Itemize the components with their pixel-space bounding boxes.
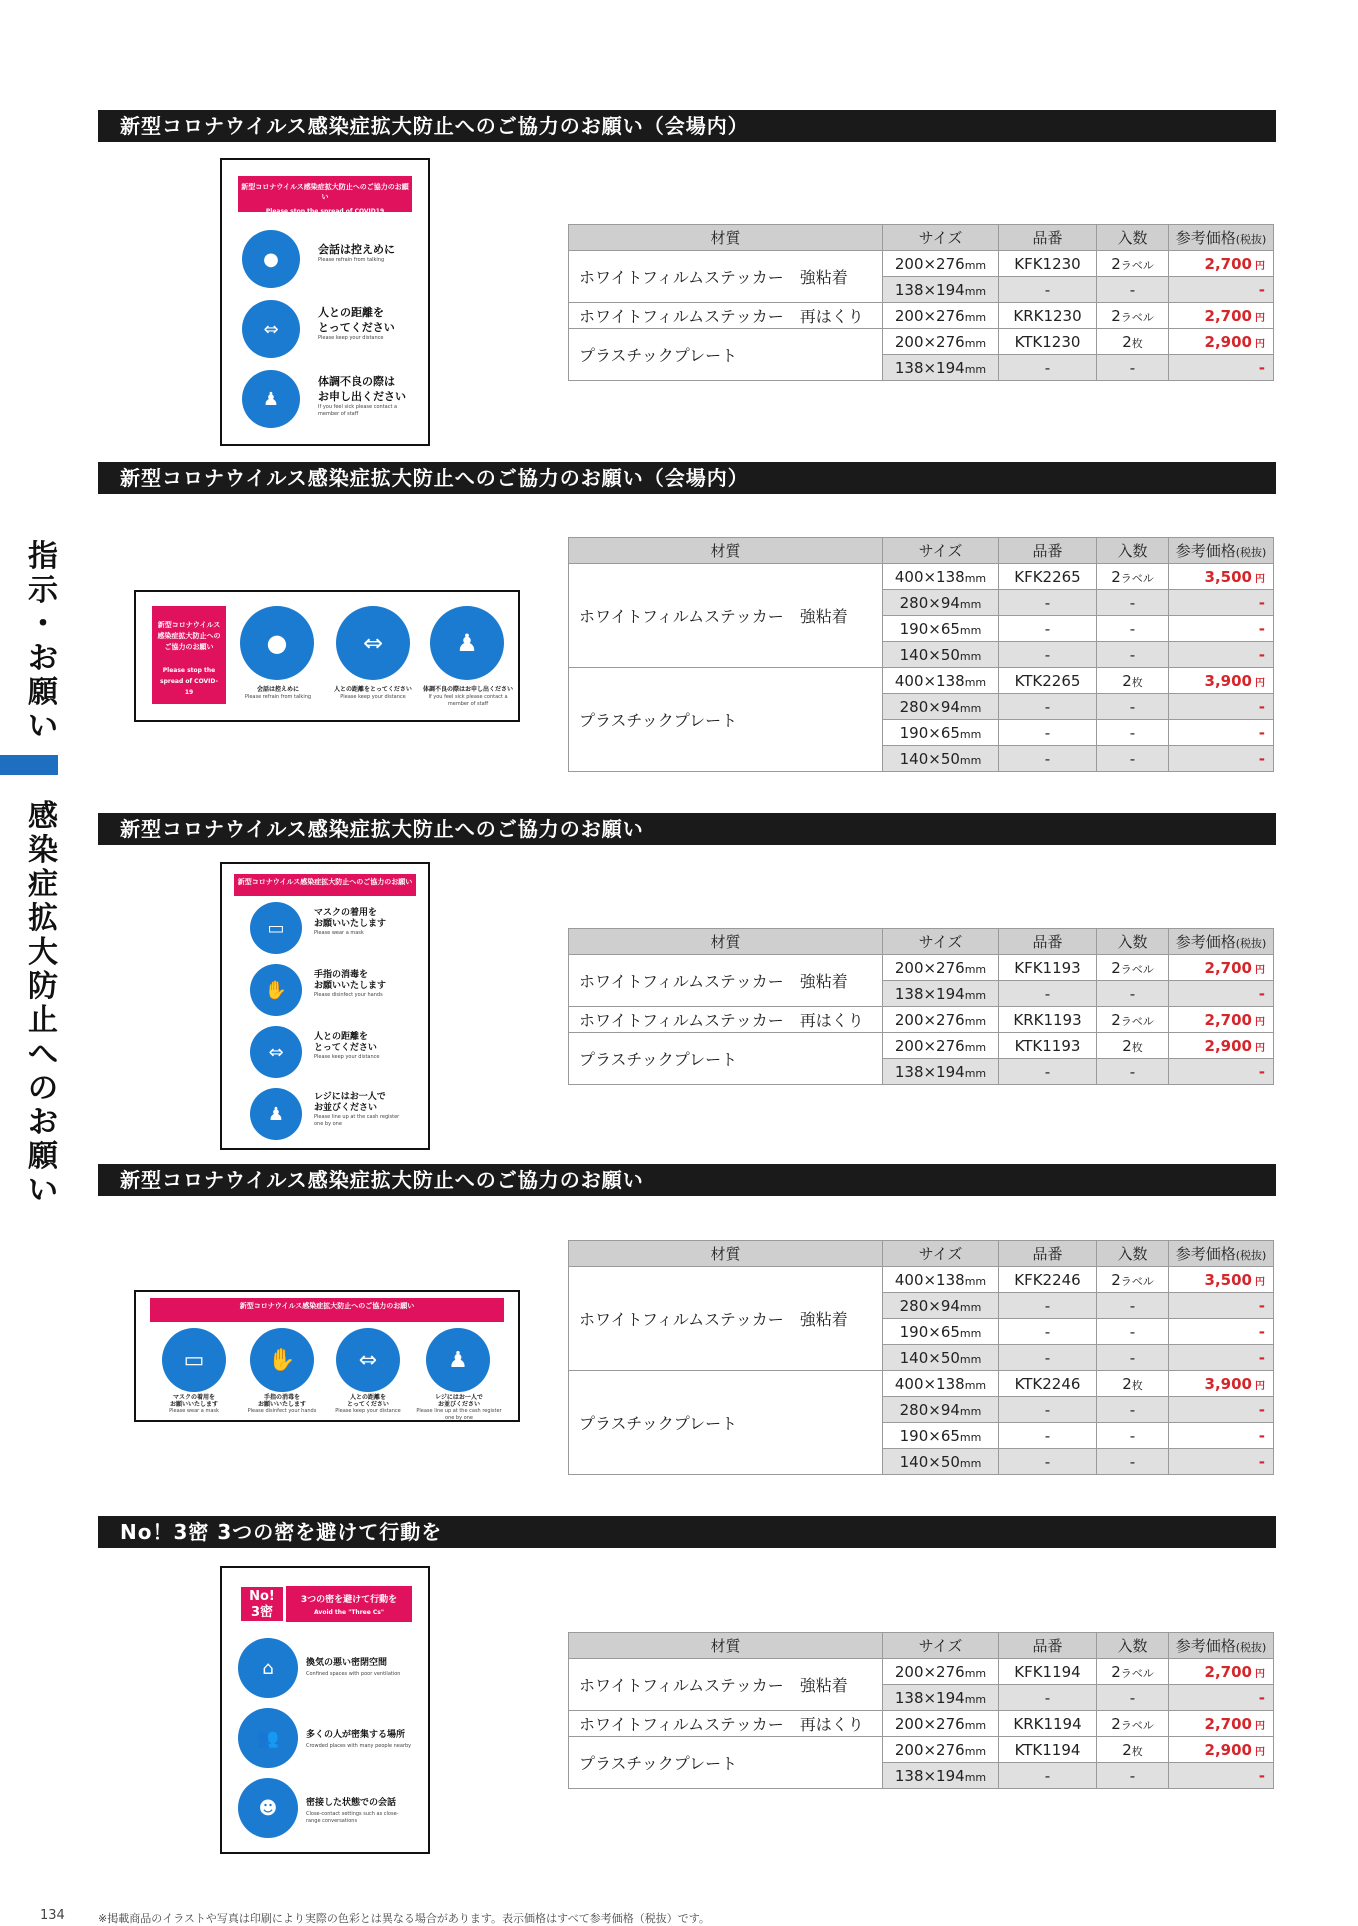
- sign-title-ja: 新型コロナウイルス感染症拡大防止へのご協力のお願い: [239, 1302, 415, 1310]
- cell-qty: -: [1097, 616, 1169, 642]
- cell-price: 2,700 円: [1169, 955, 1274, 981]
- sign-item-1: 会話は控えめに Please refrain from talking: [244, 686, 312, 700]
- cell-size: 140×50mm: [883, 642, 999, 668]
- distance-icon: ⇔: [336, 606, 410, 680]
- close-contact-icon: ☻: [238, 1778, 298, 1838]
- cell-qty: 2ラベル: [1097, 1267, 1169, 1293]
- cell-qty: -: [1097, 642, 1169, 668]
- distance-icon: ⇔: [242, 300, 300, 358]
- cell-price: 2,900 円: [1169, 329, 1274, 355]
- cell-material: ホワイトフィルムステッカー 再はくり: [569, 303, 883, 329]
- cell-code: -: [999, 1345, 1097, 1371]
- sign-title-band: [238, 176, 412, 215]
- sign-title-ja: 新型コロナウイルス感染症拡大防止へのご協力のお願い: [237, 878, 413, 886]
- cell-code: -: [999, 1397, 1097, 1423]
- cell-code: KRK1230: [999, 303, 1097, 329]
- sign-item-1: マスクの着用を お願いいたします Please wear a mask: [314, 908, 387, 936]
- table-row: [569, 668, 1274, 694]
- table-header-row: [569, 225, 1274, 251]
- sign-item-4: レジにはお一人で お並びください Please line up at the cash register one by one: [416, 1394, 502, 1421]
- cell-material: プラスチックプレート: [569, 329, 883, 381]
- col-price: 参考価格(税抜): [1169, 929, 1274, 955]
- sign-pink-panel: [152, 606, 226, 704]
- col-qty: 入数: [1097, 1633, 1169, 1659]
- cell-price: 3,500 円: [1169, 564, 1274, 590]
- cell-size: 190×65mm: [883, 720, 999, 746]
- cell-qty: -: [1097, 590, 1169, 616]
- cell-price: -: [1169, 1293, 1274, 1319]
- col-material: 材質: [569, 538, 883, 564]
- sign-item-2: 手指の消毒を お願いいたします Please disinfect your hands: [247, 1394, 317, 1414]
- cell-material: プラスチックプレート: [569, 668, 883, 772]
- cell-code: -: [999, 720, 1097, 746]
- cell-price: 2,900 円: [1169, 1033, 1274, 1059]
- cell-size: 400×138mm: [883, 1371, 999, 1397]
- col-price: 参考価格(税抜): [1169, 1241, 1274, 1267]
- side-char: 止: [28, 1003, 58, 1038]
- cell-code: -: [999, 1763, 1097, 1789]
- cell-size: 200×276mm: [883, 303, 999, 329]
- cell-size: 200×276mm: [883, 1659, 999, 1685]
- cell-qty: 2枚: [1097, 1371, 1169, 1397]
- cell-price: -: [1169, 981, 1274, 1007]
- side-char: 感: [28, 799, 58, 834]
- cell-size: 400×138mm: [883, 1267, 999, 1293]
- cell-price: -: [1169, 590, 1274, 616]
- col-qty: 入数: [1097, 1241, 1169, 1267]
- col-material: 材質: [569, 225, 883, 251]
- side-char: い: [28, 709, 58, 744]
- crowd-icon: 👥: [238, 1708, 298, 1768]
- cell-code: -: [999, 1319, 1097, 1345]
- side-char: 症: [28, 867, 58, 902]
- page-number: 134: [40, 1908, 65, 1923]
- cell-material: ホワイトフィルムステッカー 強粘着: [569, 564, 883, 668]
- cell-price: -: [1169, 1397, 1274, 1423]
- col-qty: 入数: [1097, 538, 1169, 564]
- cell-qty: 2ラベル: [1097, 955, 1169, 981]
- cell-qty: 2枚: [1097, 329, 1169, 355]
- cell-qty: -: [1097, 1319, 1169, 1345]
- mask-icon: ▭: [250, 902, 302, 954]
- closed-space-icon: ⌂: [238, 1638, 298, 1698]
- sign-item-2: 手指の消毒を お願いいたします Please disinfect your hands: [314, 970, 387, 998]
- side-accent-bar: [0, 755, 58, 775]
- side-char: 防: [28, 969, 58, 1004]
- table-header-row: [569, 1241, 1274, 1267]
- table-row: [569, 1033, 1274, 1059]
- side-label-bottom: [24, 800, 62, 1208]
- table-row: [569, 1737, 1274, 1763]
- sign-title-en: Avoid the "Three Cs": [314, 1609, 384, 1616]
- cell-code: -: [999, 355, 1097, 381]
- cell-material: プラスチックプレート: [569, 1737, 883, 1789]
- sign-item-3: 体調不良の際はお申し出ください If you feel sick please contact a member of staff: [422, 686, 513, 707]
- cell-qty: -: [1097, 277, 1169, 303]
- reception-icon: ♟: [430, 606, 504, 680]
- sign-item-3: 体調不良の際は お申し出ください If you feel sick please contact a member of staff: [318, 375, 406, 417]
- table-header-row: [569, 929, 1274, 955]
- side-char: 願: [28, 1139, 58, 1174]
- cell-material: ホワイトフィルムステッカー 再はくり: [569, 1711, 883, 1737]
- cell-size: 280×94mm: [883, 1293, 999, 1319]
- col-code: 品番: [999, 1633, 1097, 1659]
- cell-size: 138×194mm: [883, 1763, 999, 1789]
- cell-qty: -: [1097, 746, 1169, 772]
- cell-size: 200×276mm: [883, 251, 999, 277]
- cell-price: -: [1169, 616, 1274, 642]
- side-char: お: [28, 1105, 58, 1140]
- cell-size: 280×94mm: [883, 694, 999, 720]
- cell-code: -: [999, 746, 1097, 772]
- sign-title-ja: 3つの密を避けて行動を: [300, 1595, 398, 1605]
- section-header-5: No！3密 3つの密を避けて行動を: [98, 1516, 1276, 1548]
- cell-size: 190×65mm: [883, 616, 999, 642]
- cell-code: KRK1193: [999, 1007, 1097, 1033]
- cell-price: -: [1169, 277, 1274, 303]
- side-char: 願: [28, 675, 58, 710]
- cell-size: 400×138mm: [883, 564, 999, 590]
- sign-item-2: 人との距離を とってください Please keep your distance: [318, 306, 395, 341]
- cell-qty: 2ラベル: [1097, 564, 1169, 590]
- cell-code: -: [999, 1293, 1097, 1319]
- hand-sanitizer-icon: ✋: [250, 1328, 314, 1392]
- cash-register-icon: ♟: [250, 1088, 302, 1140]
- cell-code: KTK1193: [999, 1033, 1097, 1059]
- cell-qty: -: [1097, 1059, 1169, 1085]
- distance-icon: ⇔: [336, 1328, 400, 1392]
- cell-price: 2,700 円: [1169, 251, 1274, 277]
- cell-code: KFK2265: [999, 564, 1097, 590]
- cash-register-icon: ♟: [426, 1328, 490, 1392]
- cell-size: 140×50mm: [883, 746, 999, 772]
- col-size: サイズ: [883, 225, 999, 251]
- cell-code: KFK1230: [999, 251, 1097, 277]
- table-row: [569, 1659, 1274, 1685]
- sign-image-3: [220, 862, 430, 1150]
- cell-size: 400×138mm: [883, 668, 999, 694]
- table-row: [569, 251, 1274, 277]
- col-material: 材質: [569, 929, 883, 955]
- cell-price: 3,900 円: [1169, 1371, 1274, 1397]
- cell-price: -: [1169, 1763, 1274, 1789]
- cell-price: 3,900 円: [1169, 668, 1274, 694]
- cell-size: 280×94mm: [883, 1397, 999, 1423]
- product-table-1: [568, 224, 1274, 381]
- col-size: サイズ: [883, 1633, 999, 1659]
- cell-size: 140×50mm: [883, 1449, 999, 1475]
- cell-code: KTK2265: [999, 668, 1097, 694]
- section-header-4: 新型コロナウイルス感染症拡大防止へのご協力のお願い: [98, 1164, 1276, 1196]
- cell-material: ホワイトフィルムステッカー 強粘着: [569, 1267, 883, 1371]
- talking-icon: ●: [240, 606, 314, 680]
- col-code: 品番: [999, 1241, 1097, 1267]
- mask-icon: ▭: [162, 1328, 226, 1392]
- cell-code: KTK1194: [999, 1737, 1097, 1763]
- cell-price: -: [1169, 1059, 1274, 1085]
- col-code: 品番: [999, 225, 1097, 251]
- cell-price: -: [1169, 1423, 1274, 1449]
- col-price: 参考価格(税抜): [1169, 1633, 1274, 1659]
- cell-price: -: [1169, 642, 1274, 668]
- table-row: [569, 1007, 1274, 1033]
- cell-size: 200×276mm: [883, 329, 999, 355]
- col-material: 材質: [569, 1633, 883, 1659]
- cell-code: KTK2246: [999, 1371, 1097, 1397]
- cell-size: 190×65mm: [883, 1423, 999, 1449]
- cell-code: KFK2246: [999, 1267, 1097, 1293]
- cell-size: 138×194mm: [883, 277, 999, 303]
- cell-size: 138×194mm: [883, 1685, 999, 1711]
- cell-qty: 2ラベル: [1097, 303, 1169, 329]
- side-char: へ: [28, 1037, 58, 1072]
- cell-size: 138×194mm: [883, 355, 999, 381]
- section-header-1: 新型コロナウイルス感染症拡大防止へのご協力のお願い（会場内）: [98, 110, 1276, 142]
- col-price: 参考価格(税抜): [1169, 538, 1274, 564]
- side-char: 指: [28, 539, 58, 574]
- sign-item-3: 人との距離を とってください Please keep your distance: [335, 1394, 401, 1414]
- cell-price: 2,700 円: [1169, 1711, 1274, 1737]
- product-table-5: [568, 1632, 1274, 1789]
- cell-size: 200×276mm: [883, 1737, 999, 1763]
- badge-top: No!: [249, 1589, 275, 1604]
- cell-price: -: [1169, 1685, 1274, 1711]
- col-size: サイズ: [883, 929, 999, 955]
- sign-item-4: レジにはお一人で お並びください Please line up at the cash register one by one: [314, 1092, 400, 1127]
- cell-qty: -: [1097, 981, 1169, 1007]
- cell-qty: -: [1097, 1685, 1169, 1711]
- side-label-top: [24, 540, 62, 744]
- sign-pink-ja: 新型コロナウイルス感染症拡大防止へのご協力のお願い: [157, 621, 221, 651]
- cell-material: ホワイトフィルムステッカー 再はくり: [569, 1007, 883, 1033]
- col-material: 材質: [569, 1241, 883, 1267]
- table-row: [569, 1267, 1274, 1293]
- table-row: [569, 1371, 1274, 1397]
- cell-qty: -: [1097, 720, 1169, 746]
- cell-size: 190×65mm: [883, 1319, 999, 1345]
- badge-bottom: 3密: [250, 1605, 274, 1620]
- cell-code: KFK1193: [999, 955, 1097, 981]
- cell-qty: 2枚: [1097, 1033, 1169, 1059]
- cell-price: -: [1169, 1319, 1274, 1345]
- cell-code: -: [999, 1449, 1097, 1475]
- cell-code: -: [999, 277, 1097, 303]
- col-size: サイズ: [883, 538, 999, 564]
- section-header-2: 新型コロナウイルス感染症拡大防止へのご協力のお願い（会場内）: [98, 462, 1276, 494]
- cell-qty: -: [1097, 1763, 1169, 1789]
- table-header-row: [569, 1633, 1274, 1659]
- cell-code: -: [999, 1059, 1097, 1085]
- cell-material: ホワイトフィルムステッカー 強粘着: [569, 251, 883, 303]
- footer-note: ※掲載商品のイラストや写真は印刷により実際の色彩とは異なる場合があります。表示価格はすべて参考価格（税抜）です。: [98, 1912, 710, 1925]
- section-header-3: 新型コロナウイルス感染症拡大防止へのご協力のお願い: [98, 813, 1276, 845]
- cell-material: プラスチックプレート: [569, 1371, 883, 1475]
- reception-icon: ♟: [242, 370, 300, 428]
- sign-title-band: [286, 1586, 412, 1622]
- cell-code: KFK1194: [999, 1659, 1097, 1685]
- sign-badge: [240, 1586, 284, 1622]
- sign-item-3: 密接した状態での会話 Close-contact settings such as close-range conversations: [306, 1798, 399, 1824]
- sign-item-2: 多くの人が密集する場所 Crowded places with many people nearby: [306, 1730, 412, 1749]
- col-qty: 入数: [1097, 929, 1169, 955]
- sign-title-band: [234, 874, 416, 896]
- cell-qty: 2ラベル: [1097, 1007, 1169, 1033]
- sign-image-2: [134, 590, 520, 722]
- cell-material: ホワイトフィルムステッカー 強粘着: [569, 1659, 883, 1711]
- cell-price: 2,700 円: [1169, 1007, 1274, 1033]
- cell-price: -: [1169, 746, 1274, 772]
- side-char: の: [28, 1071, 58, 1106]
- sign-title-ja: 新型コロナウイルス感染症拡大防止へのご協力のお願い: [241, 183, 409, 201]
- cell-qty: 2ラベル: [1097, 1659, 1169, 1685]
- table-row: [569, 1711, 1274, 1737]
- col-code: 品番: [999, 929, 1097, 955]
- cell-material: ホワイトフィルムステッカー 強粘着: [569, 955, 883, 1007]
- cell-qty: 2ラベル: [1097, 251, 1169, 277]
- cell-qty: -: [1097, 1397, 1169, 1423]
- side-char: お: [28, 641, 58, 676]
- sign-item-3: 人との距離を とってください Please keep your distance: [314, 1032, 380, 1060]
- table-header-row: [569, 538, 1274, 564]
- side-char: い: [28, 1173, 58, 1208]
- cell-code: -: [999, 1423, 1097, 1449]
- cell-size: 138×194mm: [883, 1059, 999, 1085]
- cell-price: 2,900 円: [1169, 1737, 1274, 1763]
- sign-image-1: [220, 158, 430, 446]
- side-char: 大: [28, 935, 58, 970]
- cell-price: -: [1169, 694, 1274, 720]
- cell-qty: -: [1097, 1345, 1169, 1371]
- cell-code: -: [999, 694, 1097, 720]
- cell-size: 140×50mm: [883, 1345, 999, 1371]
- cell-qty: 2枚: [1097, 668, 1169, 694]
- sign-image-4: [134, 1290, 520, 1422]
- table-row: [569, 564, 1274, 590]
- product-table-3: [568, 928, 1274, 1085]
- cell-qty: 2ラベル: [1097, 1711, 1169, 1737]
- cell-price: -: [1169, 720, 1274, 746]
- cell-qty: -: [1097, 355, 1169, 381]
- cell-price: 2,700 円: [1169, 1659, 1274, 1685]
- cell-price: 3,500 円: [1169, 1267, 1274, 1293]
- talking-icon: ●: [242, 230, 300, 288]
- col-size: サイズ: [883, 1241, 999, 1267]
- table-row: [569, 329, 1274, 355]
- product-table-2: [568, 537, 1274, 772]
- cell-code: KRK1194: [999, 1711, 1097, 1737]
- cell-qty: 2枚: [1097, 1737, 1169, 1763]
- cell-size: 200×276mm: [883, 1007, 999, 1033]
- side-char: 示: [28, 573, 58, 608]
- cell-size: 200×276mm: [883, 1033, 999, 1059]
- cell-qty: -: [1097, 1423, 1169, 1449]
- hand-sanitizer-icon: ✋: [250, 964, 302, 1016]
- sign-title-en: Please stop the spread of COVID19: [265, 208, 385, 215]
- cell-price: -: [1169, 1449, 1274, 1475]
- table-row: [569, 955, 1274, 981]
- cell-qty: -: [1097, 694, 1169, 720]
- cell-code: -: [999, 642, 1097, 668]
- sign-item-1: マスクの着用を お願いいたします Please wear a mask: [169, 1394, 219, 1414]
- cell-code: -: [999, 590, 1097, 616]
- sign-item-1: 換気の悪い密閉空間 Confined spaces with poor ventilation: [306, 1658, 401, 1677]
- side-char: 拡: [28, 901, 58, 936]
- cell-material: プラスチックプレート: [569, 1033, 883, 1085]
- cell-size: 280×94mm: [883, 590, 999, 616]
- cell-code: KTK1230: [999, 329, 1097, 355]
- distance-icon: ⇔: [250, 1026, 302, 1078]
- sign-item-2: 人との距離をとってください Please keep your distance: [334, 686, 412, 700]
- col-qty: 入数: [1097, 225, 1169, 251]
- cell-qty: -: [1097, 1293, 1169, 1319]
- cell-size: 138×194mm: [883, 981, 999, 1007]
- sign-image-5: [220, 1566, 430, 1854]
- cell-code: -: [999, 616, 1097, 642]
- sign-item-1: 会話は控えめに Please refrain from talking: [318, 243, 395, 263]
- sign-title-band: [150, 1298, 504, 1322]
- table-row: [569, 303, 1274, 329]
- cell-code: -: [999, 1685, 1097, 1711]
- col-code: 品番: [999, 538, 1097, 564]
- cell-size: 200×276mm: [883, 955, 999, 981]
- cell-size: 200×276mm: [883, 1711, 999, 1737]
- sign-pink-en: Please stop the spread of COVID-19: [160, 667, 218, 696]
- cell-qty: -: [1097, 1449, 1169, 1475]
- cell-price: -: [1169, 1345, 1274, 1371]
- cell-price: -: [1169, 355, 1274, 381]
- cell-code: -: [999, 981, 1097, 1007]
- side-char: ・: [28, 607, 58, 642]
- product-table-4: [568, 1240, 1274, 1475]
- col-price: 参考価格(税抜): [1169, 225, 1274, 251]
- side-char: 染: [28, 833, 58, 868]
- cell-price: 2,700 円: [1169, 303, 1274, 329]
